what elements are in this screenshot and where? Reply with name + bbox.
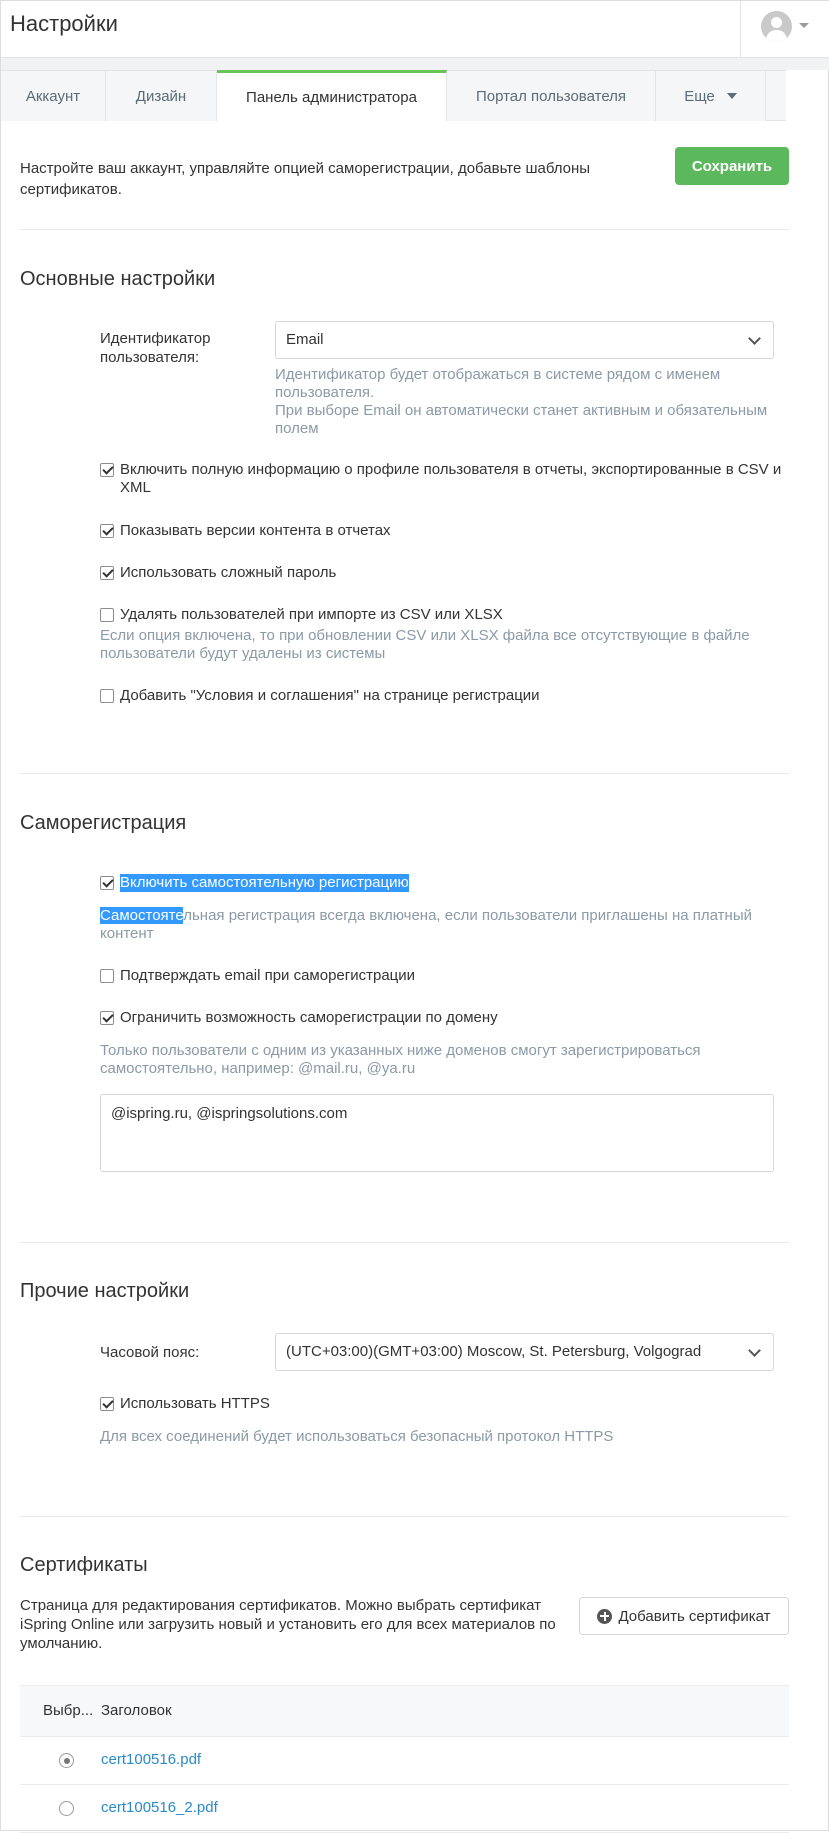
checkbox-label: Подтверждать email при саморегистрации <box>120 967 416 984</box>
checkbox-label: Использовать HTTPS <box>120 1395 270 1412</box>
user-id-hint-2: При выборе Email он автоматически станет активным и обязательным полем <box>275 402 768 437</box>
certs-table-header <box>20 1685 789 1737</box>
section-title-other: Прочие настройки <box>20 1280 190 1302</box>
user-id-select-value: Email <box>286 331 324 348</box>
column-select[interactable]: Выбр... <box>43 1702 94 1719</box>
checkbox-label: Использовать сложный пароль <box>120 564 337 581</box>
cert-link[interactable]: cert100516_2.pdf <box>101 1799 218 1816</box>
checkbox[interactable] <box>100 463 114 477</box>
option-delete-on-import[interactable] <box>100 606 503 624</box>
cert-link[interactable]: cert100516.pdf <box>101 1751 202 1768</box>
limit-domain-hint: Только пользователи с одним из указанных ниже доменов смогут зарегистрироваться самостоятельно, например: @mail.ru, @ya.ru <box>100 1042 701 1077</box>
tab-label: Портал пользователя <box>475 87 627 105</box>
checkbox[interactable] <box>100 524 114 538</box>
section-title-selfreg: Саморегистрация <box>20 812 187 834</box>
tab-label: Дизайн <box>135 87 187 105</box>
option-limit-domain[interactable] <box>100 1009 498 1027</box>
selfreg-hint <box>100 907 780 943</box>
tab-bar <box>1 70 786 121</box>
checkbox-label: Удалять пользователей при импорте из CSV или XLSX <box>120 606 503 623</box>
radio-button[interactable] <box>59 1753 74 1768</box>
chevron-down-icon <box>748 1344 761 1357</box>
checkbox[interactable] <box>100 608 114 622</box>
option-complex-password[interactable] <box>100 564 336 582</box>
header-separator <box>1 58 829 70</box>
option-https[interactable] <box>100 1395 270 1413</box>
caret-down-icon <box>727 93 737 99</box>
selfreg-hint-selected: Самостояте <box>100 907 184 924</box>
avatar-icon[interactable] <box>761 11 792 42</box>
table-row[interactable] <box>20 1737 789 1785</box>
checkbox-label: Включить самостоятельную регистрацию <box>120 874 409 891</box>
divider <box>20 773 789 774</box>
option-terms[interactable] <box>100 687 540 705</box>
tab-more[interactable] <box>656 71 766 121</box>
option-confirm-email[interactable] <box>100 967 415 985</box>
tab-design[interactable] <box>106 71 217 121</box>
top-header <box>1 1 829 58</box>
caret-down-icon[interactable] <box>799 23 809 28</box>
timezone-select[interactable] <box>275 1333 774 1371</box>
add-certificate-label: Добавить сертификат <box>618 1607 771 1625</box>
user-menu[interactable] <box>740 1 829 58</box>
chevron-down-icon <box>748 332 761 345</box>
domains-textarea[interactable] <box>100 1094 774 1172</box>
section-title-basic: Основные настройки <box>20 268 216 290</box>
save-button[interactable]: Сохранить <box>675 147 789 185</box>
https-hint: Для всех соединений будет использоваться безопасный протокол HTTPS <box>100 1428 614 1445</box>
checkbox[interactable] <box>100 969 114 983</box>
table-row[interactable] <box>20 1785 789 1833</box>
page-title: Настройки <box>10 11 118 36</box>
checkbox-label: Добавить "Условия и соглашения" на странице регистрации <box>120 687 540 704</box>
user-id-hint-1: Идентификатор будет отображаться в системе рядом с именем пользователя. <box>275 366 721 401</box>
option-content-versions[interactable] <box>100 522 391 540</box>
checkbox[interactable] <box>100 876 114 890</box>
tab-account[interactable] <box>1 71 106 121</box>
plus-circle-icon <box>597 1609 612 1624</box>
checkbox-label: Включить полную информацию о профиле пользователя в отчеты, экспортированные в CSV и XML <box>120 461 782 496</box>
domains-value: @ispring.ru, @ispringsolutions.com <box>111 1105 348 1122</box>
radio-button[interactable] <box>59 1801 74 1816</box>
user-id-label: Идентификатор пользователя: <box>100 330 211 366</box>
tab-user-portal[interactable] <box>447 71 656 121</box>
divider <box>20 1516 789 1517</box>
checkbox-label: Ограничить возможность саморегистрации по домену <box>120 1009 498 1026</box>
checkbox[interactable] <box>100 689 114 703</box>
checkbox[interactable] <box>100 566 114 580</box>
intro-text: Настройте ваш аккаунт, управляйте опцией саморегистрации, добавьте шаблоны сертификатов. <box>20 160 591 198</box>
tab-label: Панель администратора <box>246 88 417 106</box>
user-id-select[interactable] <box>275 321 774 359</box>
tab-label: Еще <box>684 87 715 105</box>
certs-description: Страница для редактирования сертификатов. Можно выбрать сертификат iSpring Online или загрузить новый и установить его для всех материалов по умолчанию. <box>20 1597 556 1652</box>
divider <box>20 229 789 230</box>
section-title-certs: Сертификаты <box>20 1554 148 1576</box>
delete-on-import-hint: Если опция включена, то при обновлении CSV или XLSX файла все отсутствующие в файле пользователи будут удалены из системы <box>100 627 750 662</box>
selfreg-hint-rest: льная регистрация всегда включена, если пользователи приглашены на платный контент <box>100 907 752 942</box>
column-title[interactable]: Заголовок <box>101 1702 172 1719</box>
option-full-profile[interactable] <box>100 461 785 497</box>
checkbox[interactable] <box>100 1397 114 1411</box>
timezone-select-value: (UTC+03:00)(GMT+03:00) Moscow, St. Petersburg, Volgograd <box>286 1343 702 1360</box>
option-enable-selfreg[interactable] <box>100 874 409 892</box>
timezone-label: Часовой пояс: <box>100 1344 200 1361</box>
checkbox-label: Показывать версии контента в отчетах <box>120 522 391 539</box>
tab-label: Аккаунт <box>25 87 81 105</box>
divider <box>20 1242 789 1243</box>
tab-admin-panel[interactable] <box>217 70 447 121</box>
add-certificate-button[interactable] <box>579 1597 789 1635</box>
checkbox[interactable] <box>100 1011 114 1025</box>
